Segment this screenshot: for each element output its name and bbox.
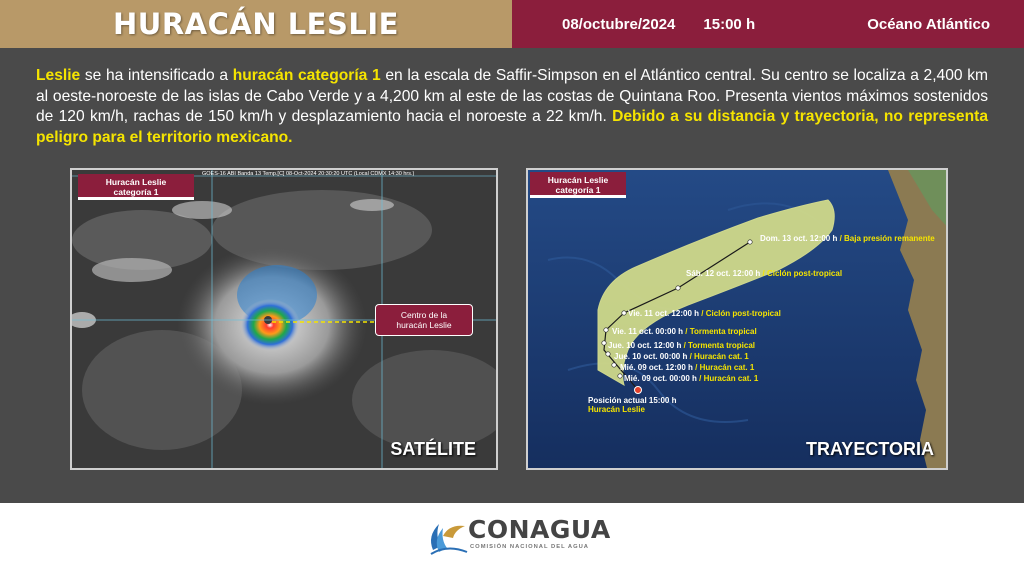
forecast-point-label: Dom. 13 oct. 12:00 h / Baja presión remanente: [760, 234, 935, 243]
conagua-logo-icon: [425, 514, 469, 558]
storm-center-label: [375, 304, 473, 336]
bulletin-time: 15:00 h: [703, 15, 756, 33]
forecast-point-marker: [748, 240, 752, 244]
ocean-name: Océano Atlántico: [867, 15, 990, 33]
trajectory-storm-badge: [530, 172, 626, 198]
intro-paragraph: [36, 66, 988, 148]
forecast-point-label: Jue. 10 oct. 00:00 h / Huracán cat. 1: [614, 352, 749, 361]
storm-category: huracán categoría 1: [232, 67, 381, 84]
forecast-point-label: Mié. 09 oct. 00:00 h / Huracán cat. 1: [624, 374, 759, 383]
page-title: HURACÁN LESLIE: [0, 0, 512, 48]
forecast-point-marker: [618, 374, 622, 378]
trajectory-map: [528, 170, 948, 470]
forecast-point-label: Jue. 10 oct. 12:00 h / Tormenta tropical: [608, 341, 756, 350]
satellite-caption: SATÉLITE: [390, 439, 476, 459]
brand-subtitle: COMISIÓN NACIONAL DEL AGUA: [470, 544, 589, 550]
forecast-point-marker: [606, 352, 610, 356]
forecast-point-label: Sáb. 12 oct. 12:00 h / Ciclón post-tropical: [686, 269, 843, 278]
header-info: [512, 0, 1024, 48]
trajectory-caption: TRAYECTORIA: [805, 439, 934, 459]
center-label-line-1: Centro de la: [400, 310, 448, 320]
storm-name: Leslie: [36, 67, 81, 84]
risk-statement: Debido a su distancia y trayectoria, no representa peligro para el territorio mexicano.: [36, 108, 988, 146]
forecast-point-marker: [612, 363, 616, 367]
badge-line-1: Huracán Leslie: [547, 175, 609, 185]
bulletin-date: 08/octubre/2024: [562, 15, 676, 33]
badge-line-2: categoría 1: [113, 187, 159, 197]
main-content: [0, 48, 1024, 503]
forecast-point-label: Vie. 11 oct. 00:00 h / Tormenta tropical: [612, 327, 757, 336]
center-label-line-2: huracán Leslie: [396, 320, 452, 330]
current-position-time: Posición actual 15:00 h: [588, 396, 677, 405]
satellite-panel: [70, 168, 498, 470]
badge-line-1: Huracán Leslie: [105, 177, 167, 187]
header-bar: [0, 0, 1024, 48]
current-position-marker: [635, 387, 642, 394]
current-position-label: [588, 396, 676, 414]
forecast-point-label: Mié. 09 oct. 12:00 h / Huracán cat. 1: [620, 363, 755, 372]
satellite-image-header: GOES-16 ABI Banda 13 Temp.[C] 08-Oct-2024 20:30:20 UTC (Local CDMX 14:30 hrs.): [202, 171, 415, 177]
satellite-storm-badge: [78, 174, 194, 200]
forecast-point-label: Vie. 11 oct. 12:00 h / Ciclón post-tropical: [628, 309, 781, 318]
intro-text-1: se ha intensificado a: [80, 67, 233, 84]
badge-line-2: categoría 1: [555, 185, 601, 195]
current-position-storm: Huracán Leslie: [588, 405, 645, 414]
brand-name: CONAGUA: [468, 515, 611, 544]
forecast-point-marker: [602, 341, 606, 345]
trajectory-panel: [526, 168, 948, 470]
intro-text-2: en la escala de Saffir-Simpson en el Atlántico central. Su centro se localiza a 2,400 km al oeste-noroeste de las islas de Cabo Verde y a 4,200 km al este de las costas de Quintana Roo. Presenta vientos máximos sostenidos de 120 km/h, rachas de 150 km/h y desplazamiento hacia el noroeste a 22 km/h.: [36, 67, 988, 125]
forecast-point-marker: [622, 311, 626, 315]
footer: [0, 503, 1024, 564]
forecast-point-marker: [676, 286, 680, 290]
forecast-point-marker: [604, 328, 608, 332]
